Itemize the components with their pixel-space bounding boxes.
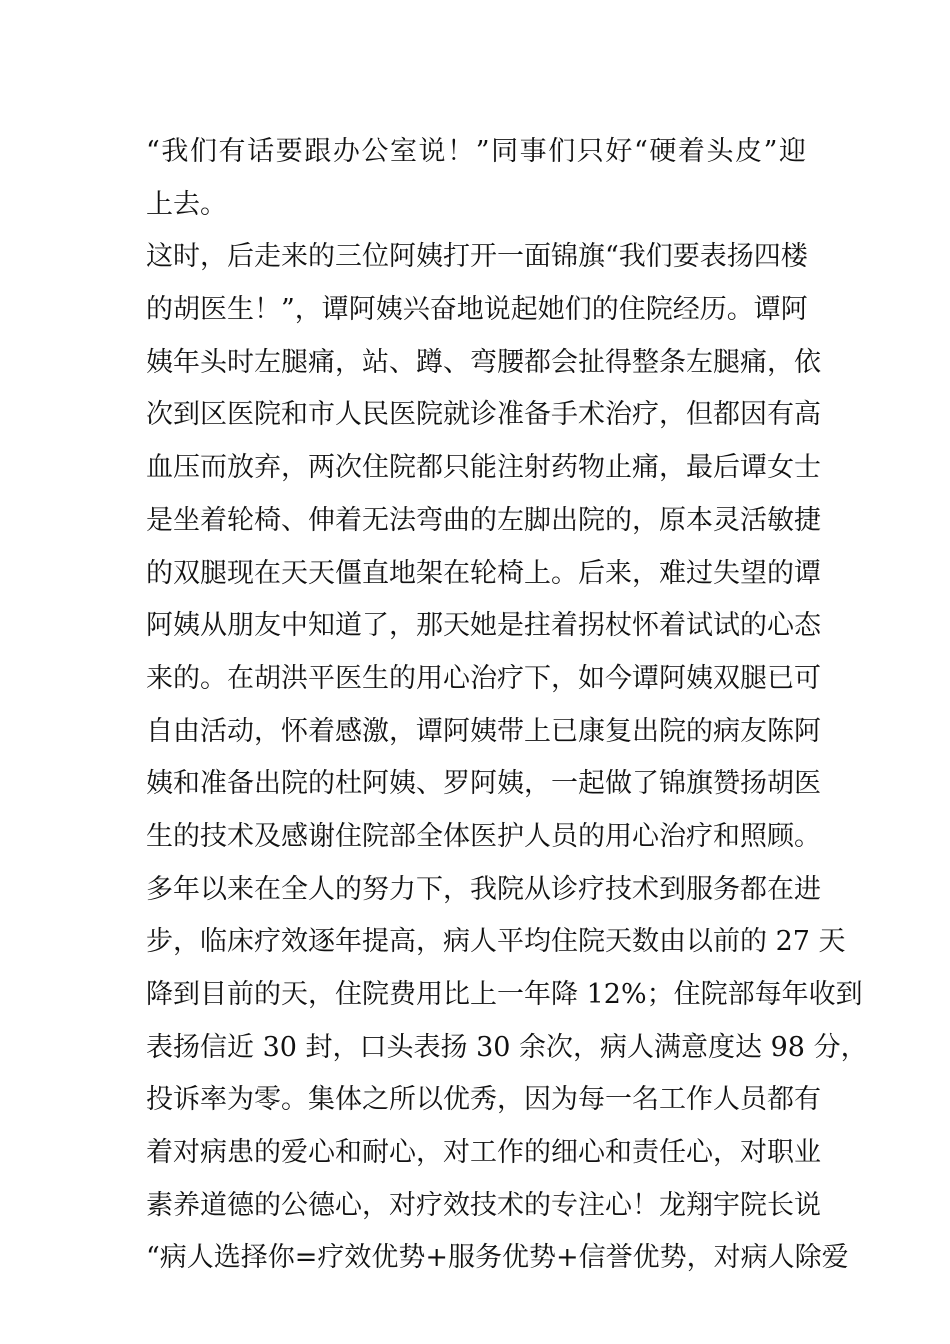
text-line: 这时，后走来的三位阿姨打开一面锦旗“我们要表扬四楼 xyxy=(146,241,808,273)
text-line: 表扬信近 30 封，口头表扬 30 余次，病人满意度达 98 分， xyxy=(146,1031,868,1063)
document-body xyxy=(146,126,868,1285)
text-line: 阿姨从朋友中知道了，那天她是拄着拐杖怀着试试的心态 xyxy=(146,610,821,642)
text-line: 上去。 xyxy=(146,188,227,220)
text-line: 的双腿现在天天僵直地架在轮椅上。后来，难过失望的谭 xyxy=(146,557,821,589)
text-line: 多年以来在全人的努力下，我院从诊疗技术到服务都在进 xyxy=(146,873,821,905)
text-line: 血压而放弃，两次住院都只能注射药物止痛，最后谭女士 xyxy=(146,452,821,484)
text-line: “我们有话要跟办公室说！”同事们只好“硬着头皮”迎 xyxy=(146,136,806,167)
text-line: “病人选择你=疗效优势+服务优势+信誉优势，对病人除爱 xyxy=(146,1242,849,1274)
text-line: 来的。在胡洪平医生的用心治疗下，如今谭阿姨双腿已可 xyxy=(146,662,821,694)
text-line: 自由活动，怀着感激，谭阿姨带上已康复出院的病友陈阿 xyxy=(146,715,821,747)
text-line: 降到目前的天，住院费用比上一年降 12%；住院部每年收到 xyxy=(146,979,863,1010)
text-line: 着对病患的爱心和耐心，对工作的细心和责任心，对职业 xyxy=(146,1137,821,1169)
text-line: 姨年头时左腿痛，站、蹲、弯腰都会扯得整条左腿痛，依 xyxy=(146,346,821,378)
text-line: 素养道德的公德心，对疗效技术的专注心！龙翔宇院长说 xyxy=(146,1189,821,1221)
text-line: 步，临床疗效逐年提高，病人平均住院天数由以前的 27 天 xyxy=(146,926,846,958)
text-line: 的胡医生！”，谭阿姨兴奋地说起她们的住院经历。谭阿 xyxy=(146,294,808,326)
text-line: 姨和准备出院的杜阿姨、罗阿姨，一起做了锦旗赞扬胡医 xyxy=(146,768,821,800)
text-line: 是坐着轮椅、伸着无法弯曲的左脚出院的，原本灵活敏捷 xyxy=(146,504,821,536)
text-line: 投诉率为零。集体之所以优秀，因为每一名工作人员都有 xyxy=(146,1084,821,1116)
text-line: 次到区医院和市人民医院就诊准备手术治疗，但都因有高 xyxy=(146,399,821,431)
text-line: 生的技术及感谢住院部全体医护人员的用心治疗和照顾。 xyxy=(146,820,821,852)
